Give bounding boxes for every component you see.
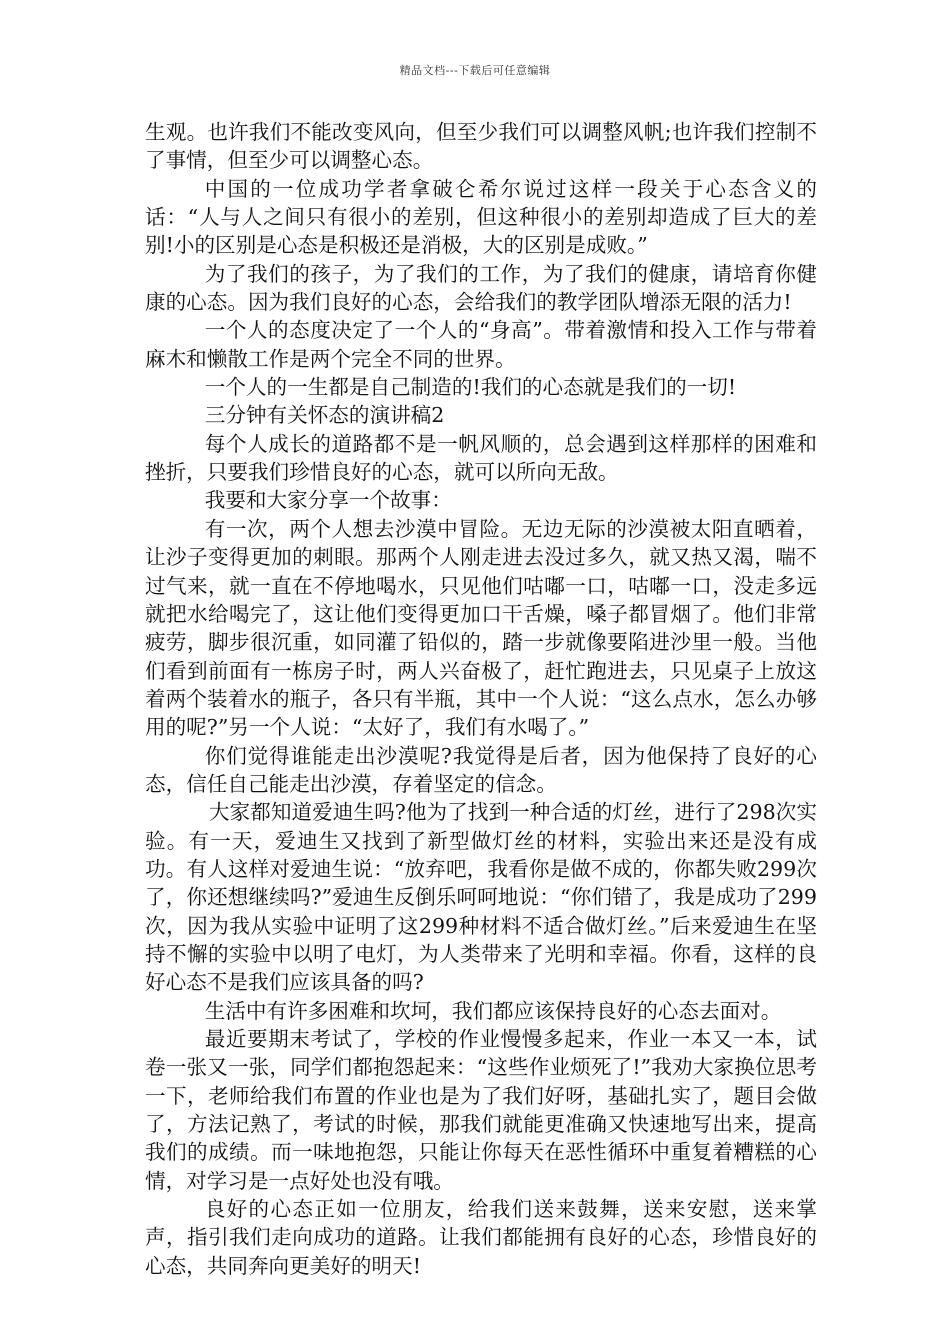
paragraph: 生活中有许多困难和坎坷，我们都应该保持良好的心态去面对。	[204, 998, 782, 1023]
section-title: 三分钟有关怀态的演讲稿2	[204, 403, 445, 428]
paragraph: 良好的心态正如一位朋友，给我们送来鼓舞，送来安慰，送来掌声，指引我们走向成功的道路。让我们都能拥有良好的心态，珍惜良好的心态，共同奔向更美好的明天!	[145, 1197, 817, 1278]
paragraph: 我要和大家分享一个故事：	[204, 488, 452, 513]
paragraph: 有一次，两个人想去沙漠中冒险。无边无际的沙漠被太阳直晒着，让沙子变得更加的刺眼。那两个人刚走进去没过多久，就又热又渴，喘不过气来，就一直在不停地喝水，只见他们咕嘟一口，咕嘟一口，没走多远就把水给喝完了，这让他们变得更加口干舌燥，嗓子都冒烟了。他们非常疲劳，脚步很沉重，如同灌了铅似的，踏一步就像要陷进沙里一般。当他们看到前面有一栋房子时，两人兴奋极了，赶忙跑进去，只见桌子上放这着两个装着水的瓶子，各只有半瓶，其中一个人说：“这么点水，怎么办够用的呢?”另一个人说：“太好了，我们有水喝了。”	[145, 516, 817, 740]
paragraph: 大家都知道爱迪生吗?他为了找到一种合适的灯丝，进行了298次实验。有一天，爱迪生又找到了新型做灯丝的材料，实验出来还是没有成功。有人这样对爱迪生说：“放弃吧，我看你是做不成的，你都失败299次了，你还想继续吗?”爱迪生反倒乐呵呵地说：“你们错了，我是成功了299次，因为我从实验中证明了这299种材料不适合做灯丝。”后来爱迪生在坚持不懈的实验中以明了电灯，为人类带来了光明和幸福。你看，这样的良好心态不是我们应该具备的吗?	[145, 800, 817, 995]
document-body	[145, 118, 817, 1280]
page-header: 精品文档---下载后可任意编辑	[399, 64, 551, 77]
paragraph: 中国的一位成功学者拿破仑希尔说过这样一段关于心态含义的话：“人与人之间只有很小的差别，但这种很小的差别却造成了巨大的差别!小的区别是心态是积极还是消极，大的区别是成败。”	[145, 176, 817, 258]
paragraph: 一个人的一生都是自己制造的!我们的心态就是我们的一切!	[204, 375, 737, 400]
paragraph: 每个人成长的道路都不是一帆风顺的，总会遇到这样那样的困难和挫折，只要我们珍惜良好的心态，就可以所向无敌。	[145, 431, 817, 485]
paragraph: 生观。也许我们不能改变风向，但至少我们可以调整风帆;也许我们控制不了事情，但至少可以调整心态。	[145, 120, 817, 173]
paragraph: 为了我们的孩子，为了我们的工作，为了我们的健康，请培育你健康的心态。因为我们良好的心态，会给我们的教学团队增添无限的活力!	[145, 261, 817, 315]
paragraph: 你们觉得谁能走出沙漠呢?我觉得是后者，因为他保持了良好的心态，信任自己能走出沙漠，存着坚定的信念。	[145, 743, 817, 796]
paragraph: 最近要期末考试了，学校的作业慢慢多起来，作业一本又一本，试卷一张又一张，同学们都抱怨起来：“这些作业烦死了!”我劝大家换位思考一下，老师给我们布置的作业也是为了我们好呀，基础扎实了，题目会做了，方法记熟了，考试的时候，那我们就能更准确又快速地写出来，提高我们的成绩。而一味地抱怨，只能让你每天在恶性循环中重复着糟糕的心情，对学习是一点好处也没有哦。	[145, 1027, 817, 1193]
paragraph: 一个人的态度决定了一个人的“身高”。带着激情和投入工作与带着麻木和懒散工作是两个完全不同的世界。	[145, 318, 817, 371]
